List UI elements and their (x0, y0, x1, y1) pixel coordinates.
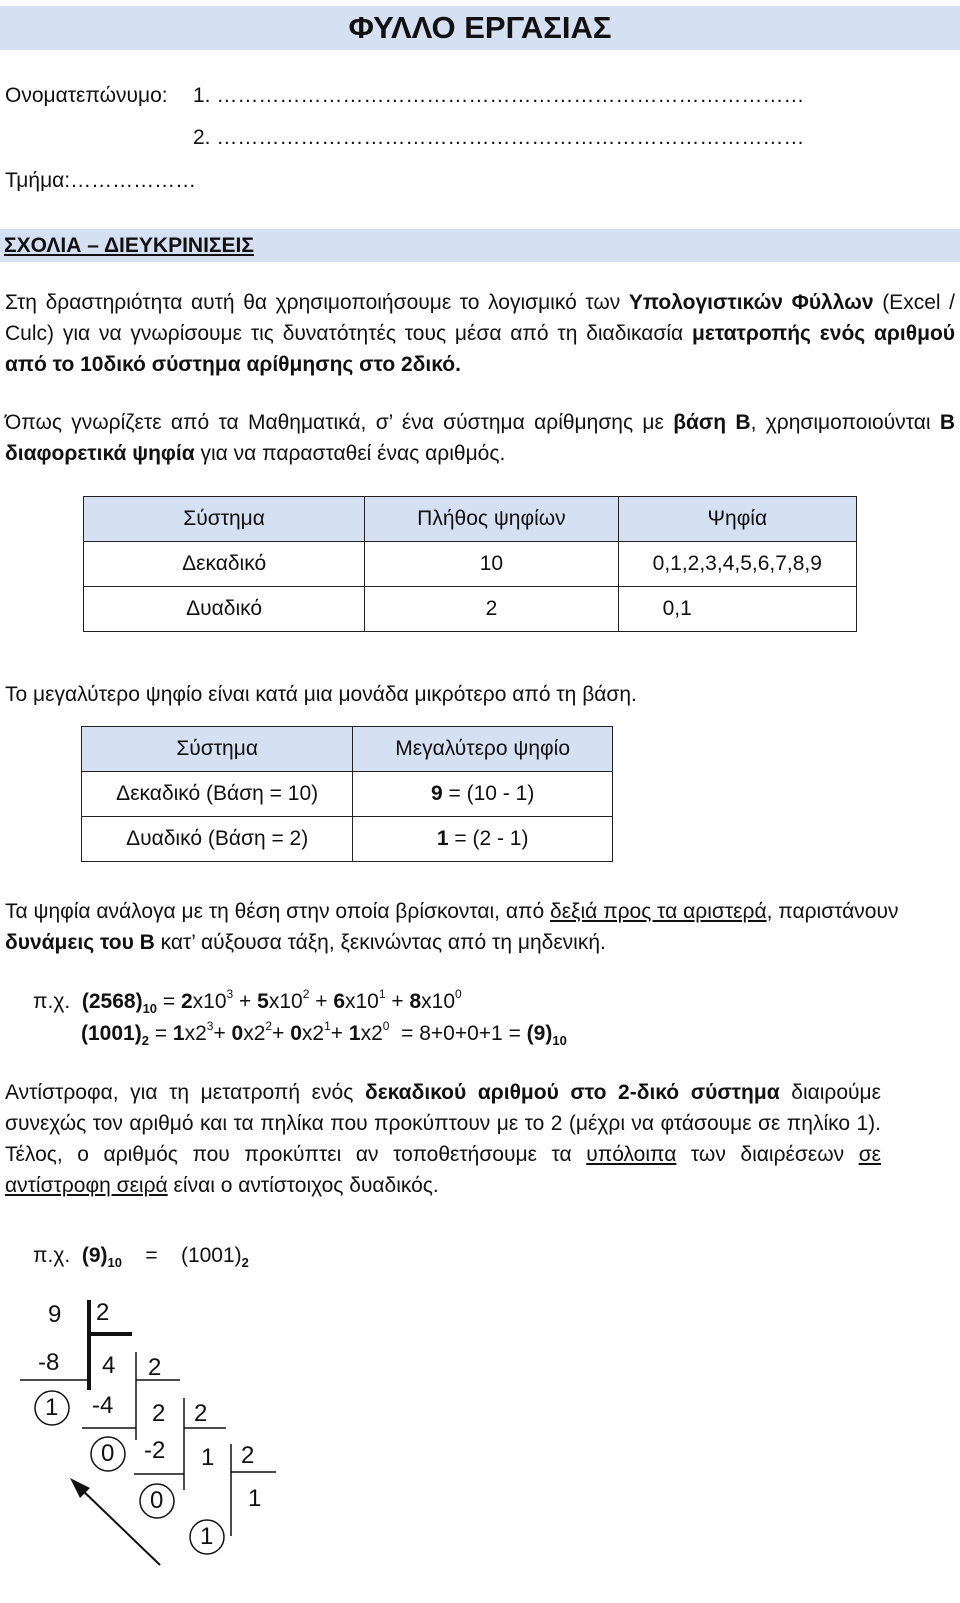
table-header-row (84, 497, 857, 542)
table-row (84, 587, 857, 632)
table-cell: 1 = (2 - 1) (353, 817, 613, 862)
largest-digit-table (81, 726, 613, 862)
table-row (82, 817, 613, 862)
table-cell: Δυαδικό (Βάση = 2) (82, 817, 353, 862)
table-header-cell: Πλήθος ψηφίων (365, 497, 618, 542)
table-cell: 0,1,2,3,4,5,6,7,8,9 (618, 542, 856, 587)
positions-paragraph: Τα ψηφία ανάλογα με τη θέση στην οποία βρίσκονται, από δεξιά προς τα αριστερά, παριστάνουν δυνάμεις του Β κατ’ αύξουσα τάξη, ξεκινώντας από τη μηδενική. (5, 900, 899, 954)
division-value: 2 (148, 1354, 162, 1381)
example-conversion: π.χ. $(9)_{10}$ = $(1001)_2$ (33, 1244, 249, 1270)
division-value: -4 (92, 1392, 114, 1419)
name-line-2: 2. ………………………………………………………………………… (193, 126, 805, 149)
table-header-cell: Σύστημα (84, 497, 365, 542)
table-header-cell: Μεγαλύτερο ψηφίο (353, 727, 613, 772)
division-value: 1 (200, 1523, 214, 1550)
division-value: 1 (45, 1394, 59, 1421)
table-cell: 10 (365, 542, 618, 587)
division-value: 2 (194, 1400, 208, 1427)
reading-direction-arrow (78, 1486, 160, 1565)
base-paragraph: Όπως γνωρίζετε από τα Μαθηματικά, σ’ ένα σύστημα αρίθμησης με βάση Β, χρησιμοποιούνται Β διαφορετικά ψηφία για να παρασταθεί ένας αριθμός. (5, 411, 955, 465)
example-binary-expansion: $(1001)_2 = 1x2^3+ 0x2^2+ 0x2^1+ 1x2^0 = 8+0+0+1 = (9)_{10}$ (81, 1019, 567, 1048)
division-value: 1 (201, 1444, 215, 1471)
division-value: 4 (102, 1352, 116, 1379)
division-value: -2 (144, 1437, 166, 1464)
table-row (82, 772, 613, 817)
largest-digit-text: Το μεγαλύτερο ψηφίο είναι κατά μια μονάδα μικρότερο από τη βάση. (5, 683, 637, 706)
table-header-cell: Ψηφία (618, 497, 856, 542)
division-value: 9 (48, 1301, 62, 1328)
table-cell: Δυαδικό (84, 587, 365, 632)
division-value: 2 (241, 1442, 255, 1469)
division-value: 2 (96, 1299, 110, 1326)
table-cell: Δεκαδικό (Βάση = 10) (82, 772, 353, 817)
table-header-cell: Σύστημα (82, 727, 353, 772)
table-cell: 2 (365, 587, 618, 632)
table-cell: 0,1 (618, 587, 856, 632)
table-cell: Δεκαδικό (84, 542, 365, 587)
example-decimal-expansion: π.χ. $(2568)_{10} = 2x10^3 + 5x10^2 + 6x10^1 + 8x10^0$ (33, 987, 462, 1016)
intro-paragraph: Στη δραστηριότητα αυτή θα χρησιμοποιήσουμε το λογισμικό των Υπολογιστικών Φύλλων (Excel / Culc) για να γνωρίσουμε τις δυνατότητές τους μέσα από τη διαδικασία μετατροπής ενός αριθμού από το 10δικό σύστημα αρίθμησης στο 2δικό. (5, 291, 955, 376)
section-heading: ΣΧΟΛΙΑ – ΔΙΕΥΚΡΙΝΙΣΕΙΣ (0, 229, 960, 262)
division-value: 0 (101, 1440, 115, 1467)
division-value: 1 (248, 1485, 262, 1512)
name-label: Ονοματεπώνυμο: (5, 84, 168, 107)
table-row (84, 542, 857, 587)
division-diagram (0, 1290, 320, 1600)
division-value: -8 (38, 1349, 60, 1376)
name-line-1: 1. ………………………………………………………………………… (193, 84, 805, 107)
division-value: 2 (152, 1400, 166, 1427)
division-value: 0 (150, 1487, 164, 1514)
table-header-row (82, 727, 613, 772)
class-field: Τμήμα:……………… (5, 169, 197, 192)
table-cell: 9 = (10 - 1) (353, 772, 613, 817)
reverse-paragraph: Αντίστροφα, για τη μετατροπή ενός δεκαδικού αριθμού στο 2-δικό σύστημα διαιρούμε συνεχώς τον αριθμό και τα πηλίκα που προκύπτουν με το 2 (μέχρι να φτάσουμε σε πηλίκο 1). Τέλος, ο αριθμός που προκύπτει αν τοποθετήσουμε τα υπόλοιπα των διαιρέσεων σε αντίστροφη σειρά είναι ο αντίστοιχος δυαδικός. (5, 1081, 882, 1197)
number-systems-table (83, 496, 857, 632)
page-title: ΦΥΛΛΟ ΕΡΓΑΣΙΑΣ (0, 6, 960, 50)
